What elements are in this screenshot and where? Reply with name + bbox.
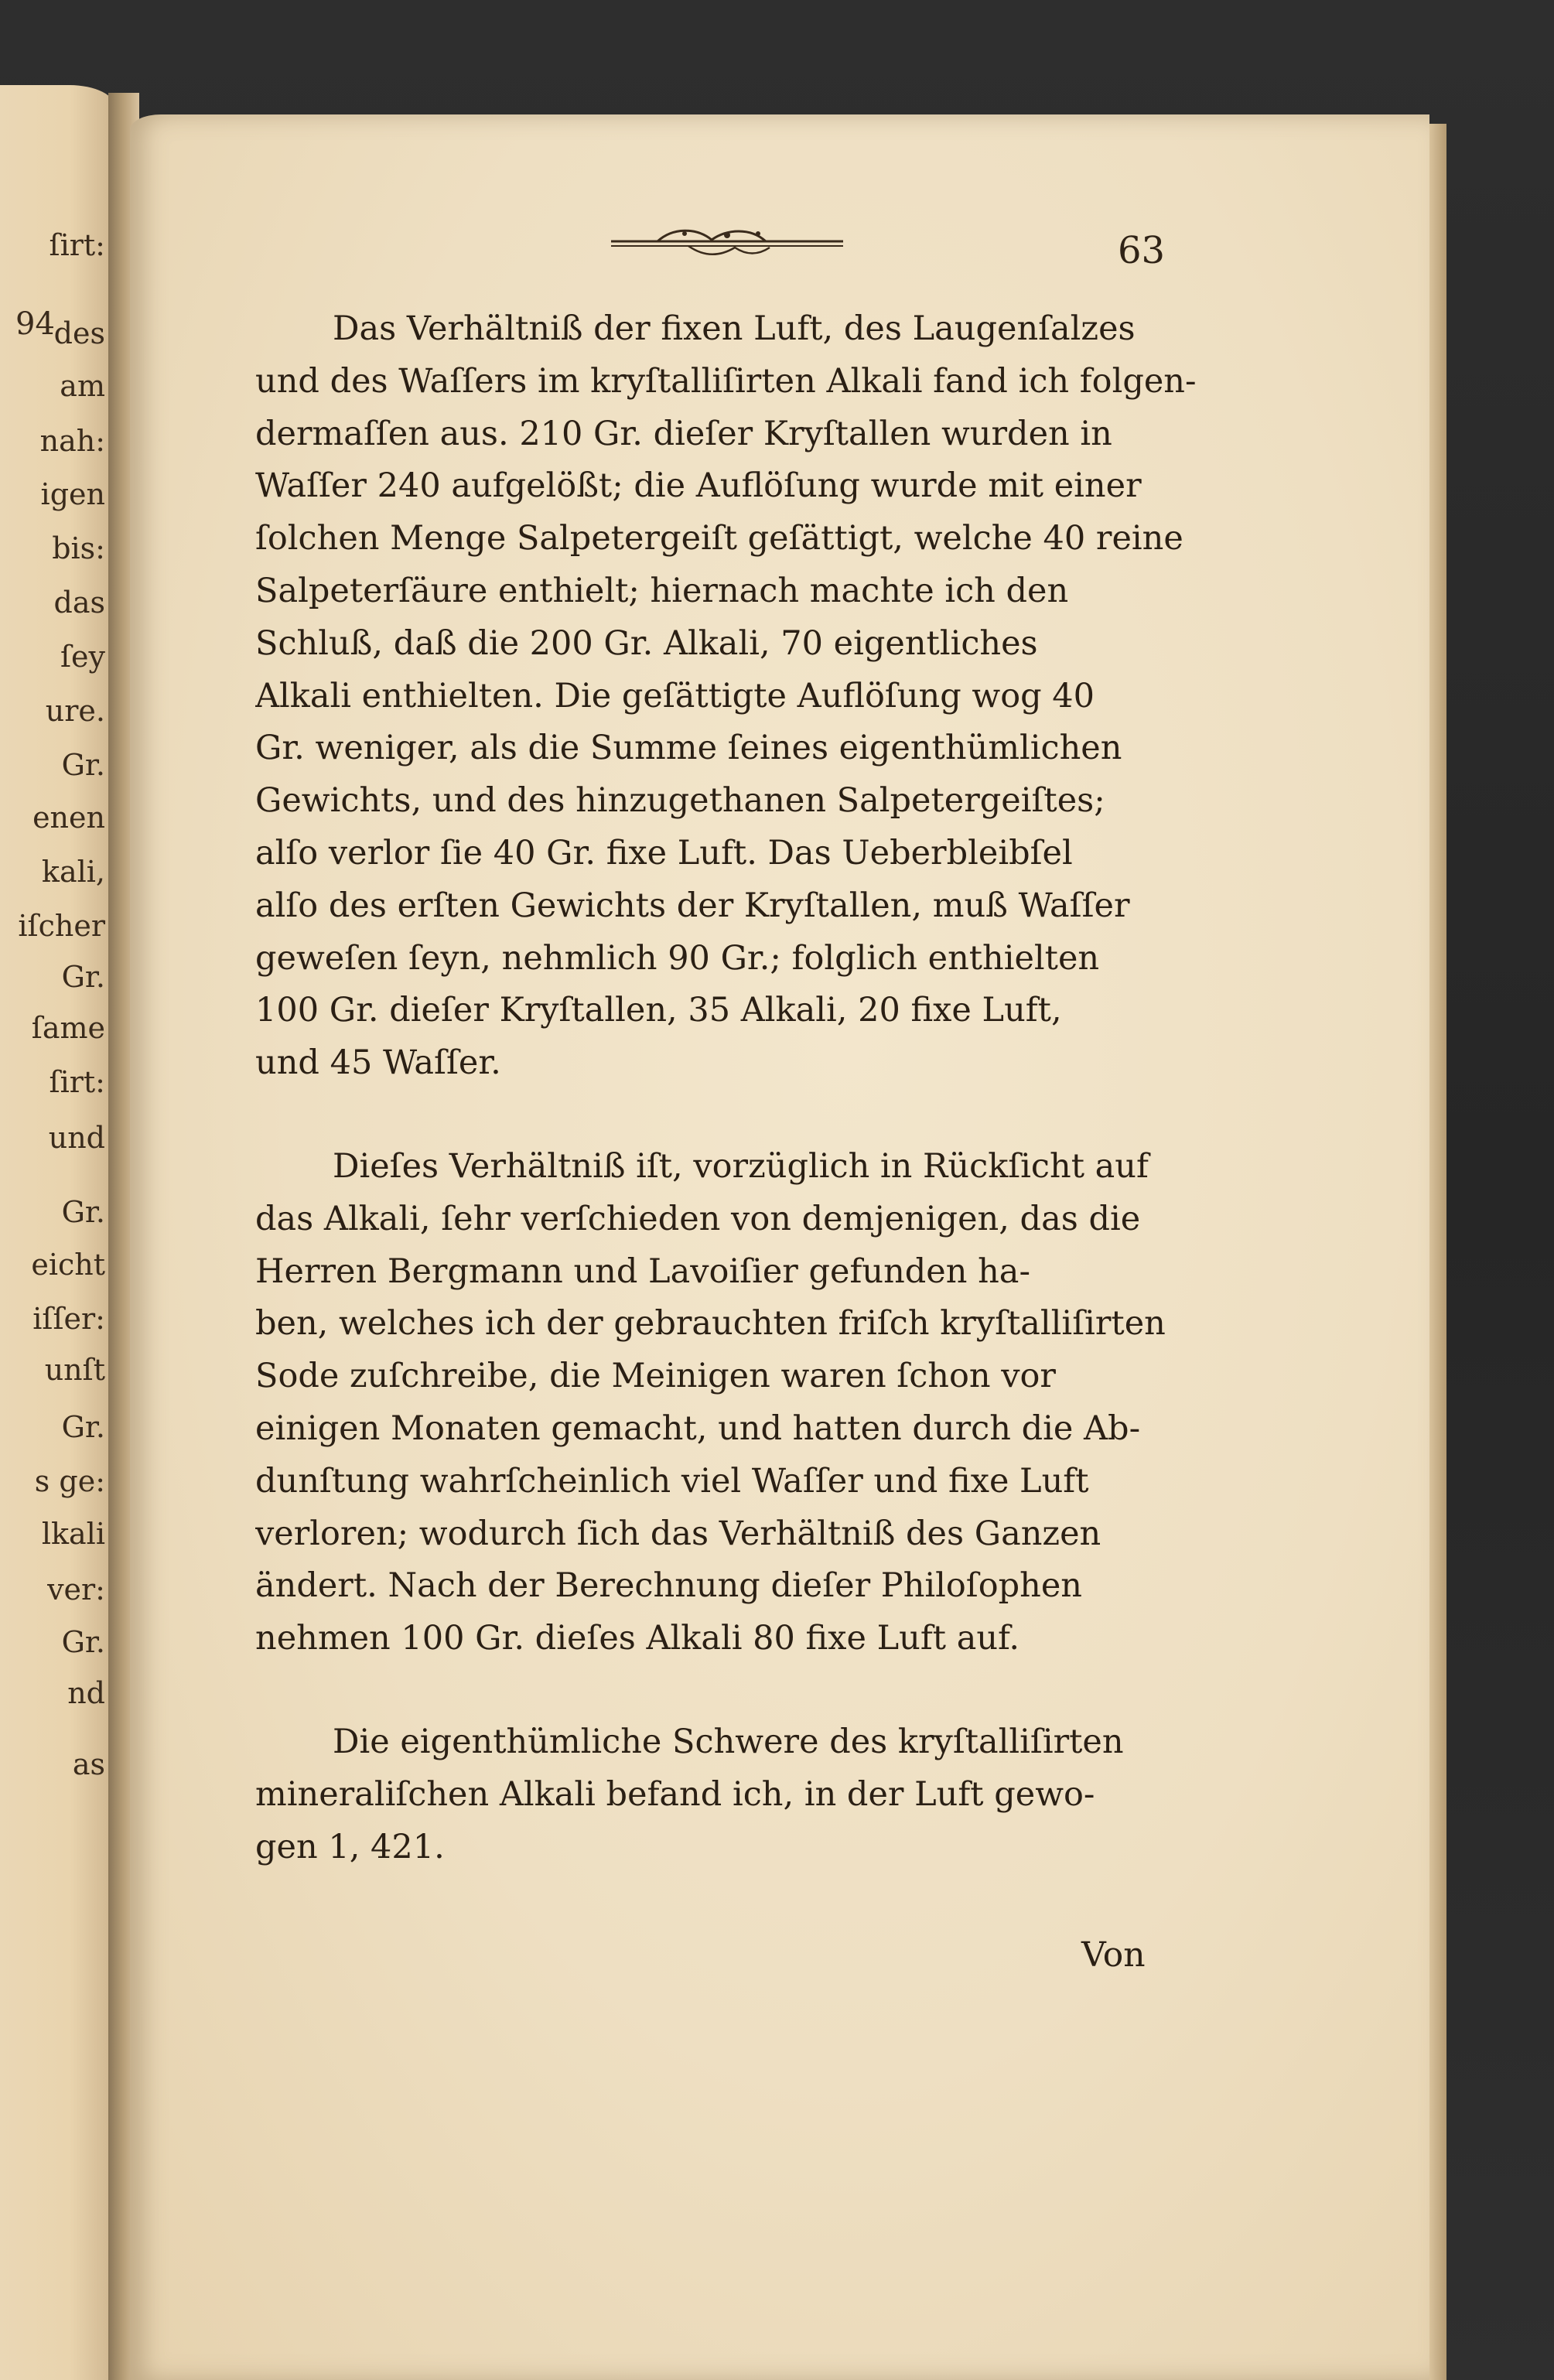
previous-page-number: 94 [15,306,55,342]
ornament-divider [603,223,851,261]
previous-page-fragment: enen [32,801,105,835]
text-line: ändert. Nach der Berechnung dieſer Philoſophen [255,1566,1082,1606]
previous-page-fragment: ſame [31,1011,105,1045]
text-line: einigen Monaten gemacht, und hatten durch die Ab- [255,1409,1141,1448]
text-line: Dieſes Verhältniß iſt, vorzüglich in Rückſicht auf [333,1146,1149,1186]
text-line: ſolchen Menge Salpetergeiſt geſättigt, welche 40 reine [255,519,1183,558]
previous-page-fragment: iſſer: [32,1302,105,1336]
paragraph-2 [255,1141,1199,1665]
previous-page-fragment: unſt [44,1353,105,1387]
previous-page-fragment: lkali [41,1517,105,1551]
text-line: geweſen ſeyn, nehmlich 90 Gr.; folglich enthielten [255,938,1100,978]
previous-page-fragment: Gr. [61,748,105,782]
text-line: nehmen 100 Gr. dieſes Alkali 80 fixe Luft auf. [255,1619,1020,1658]
previous-page-fragment: am [60,369,105,403]
text-line: Herren Bergmann und Lavoiſier gefunden ha- [255,1251,1030,1291]
previous-page-fragment: bis: [52,531,105,565]
text-line: alſo des erſten Gewichts der Kryſtallen, muß Waſſer [255,886,1130,925]
previous-page-fragment: iſcher [18,909,105,943]
previous-page-fragment: ſirt: [49,1065,105,1099]
previous-page-fragment: Gr. [61,960,105,994]
previous-page-fragment: s ge: [34,1464,105,1498]
paragraph-3 [255,1716,1199,1873]
text-line: Gr. weniger, als die Summe ſeines eigenthümlichen [255,729,1122,768]
text-line: alſo verlor ſie 40 Gr. fixe Luft. Das Ueberbleibſel [255,833,1073,872]
text-line: und 45 Waſſer. [255,1043,501,1083]
previous-page-fragment: Gr. [61,1625,105,1659]
text-line: verloren; wodurch ſich das Verhältniß des Ganzen [255,1514,1101,1553]
body-text [255,303,1199,1873]
previous-page-fragment: eicht [31,1248,105,1282]
text-line: Schluß, daß die 200 Gr. Alkali, 70 eigentliches [255,623,1038,663]
text-line: dermaſſen aus. 210 Gr. dieſer Kryſtallen wurden in [255,414,1112,453]
text-line: Alkali enthielten. Die geſättigte Auflöſung wog 40 [255,676,1095,715]
previous-page [0,85,116,2380]
text-line: das Alkali, ſehr verſchieden von demjenigen, das die [255,1199,1141,1238]
previous-page-fragment: nah: [39,424,105,458]
text-line: 100 Gr. dieſer Kryſtallen, 35 Alkali, 20 fixe Luft, [255,991,1062,1030]
page-number: 63 [1118,229,1166,272]
text-line: mineraliſchen Alkali befand ich, in der Luft gewo- [255,1774,1095,1814]
previous-page-fragment: Gr. [61,1195,105,1229]
text-line: Salpeterſäure enthielt; hiernach machte ich den [255,571,1069,610]
previous-page-fragment: ure. [45,694,105,728]
previous-page-fragment: das [53,586,105,620]
previous-page-fragment: nd [67,1676,105,1710]
text-line: dunſtung wahrſcheinlich viel Waſſer und fixe Luft [255,1461,1089,1501]
previous-page-fragment: des [53,316,105,350]
paragraph-1 [255,303,1199,1090]
text-line: Die eigenthümliche Schwere des kryſtalliſirten [333,1722,1124,1761]
text-line: ben, welches ich der gebrauchten friſch kryſtalliſirten [255,1304,1166,1344]
previous-page-fragment: Gr. [61,1410,105,1444]
previous-page-fragment: kali, [41,855,105,889]
previous-page-fragment: ver: [47,1572,105,1607]
previous-page-fragment: ſey [60,640,105,674]
previous-page-fragment: as [72,1747,105,1781]
text-line: Waſſer 240 aufgelößt; die Auflöſung wurde mit einer [255,466,1142,506]
page-edge [1429,124,1446,2380]
previous-page-fragment: und [48,1121,105,1155]
text-line: Gewichts, und des hinzugethanen Salpetergeiſtes; [255,781,1105,821]
previous-page-fragment: igen [40,477,105,511]
text-line: gen 1, 421. [255,1827,445,1866]
text-line: Das Verhältniß der fixen Luft, des Laugenſalzes [333,309,1136,348]
text-line: Sode zuſchreibe, die Meinigen waren ſchon vor [255,1357,1056,1396]
catchword: Von [1081,1935,1146,1975]
text-line: und des Waſſers im kryſtalliſirten Alkali fand ich folgen- [255,361,1197,401]
previous-page-fragment: ſirt: [49,228,105,262]
